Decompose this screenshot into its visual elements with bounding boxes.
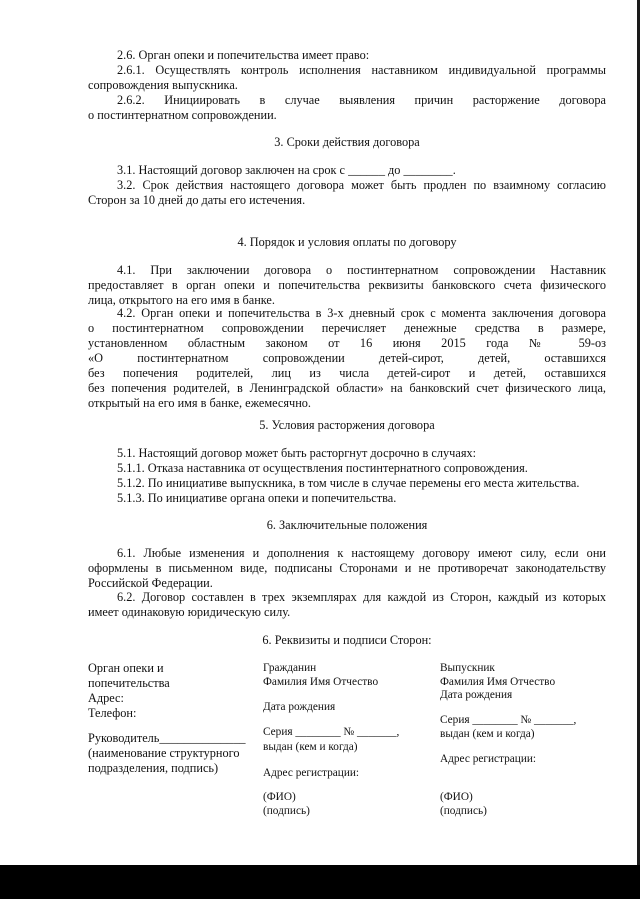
clause-3-1: 3.1. Настоящий договор заключен на срок с ______ до ________. xyxy=(117,163,456,177)
clause-5-1-3: 5.1.3. По инициативе органа опеки и попечительства. xyxy=(117,491,397,505)
clause-4-1: 4.1. При заключении договора о постинтернатном сопровождении Наставник xyxy=(117,263,606,277)
citizen-registration: Адрес регистрации: xyxy=(263,767,360,779)
guardian-note-line1: (наименование структурного xyxy=(88,746,240,760)
clause-4-1-line2: предоставляет в орган опеки и попечительства реквизиты банковского счета физического xyxy=(88,278,606,292)
clause-2-6: 2.6. Орган опеки и попечительства имеет право: xyxy=(117,48,370,62)
clause-6-1-line2: оформлены в письменном виде, подписаны Сторонами и не противоречат законодательству xyxy=(88,561,606,575)
section-6-heading: 6. Заключительные положения xyxy=(266,518,428,532)
clause-5-1-2: 5.1.2. По инициативе выпускника, в том числе в случае перемены его места жительства. xyxy=(117,476,580,490)
citizen-issued: выдан (кем и когда) xyxy=(263,741,358,753)
clause-6-1-line3: Российской Федерации. xyxy=(88,576,213,590)
guardian-address: Адрес: xyxy=(88,691,124,705)
citizen-birth: Дата рождения xyxy=(263,701,336,713)
clause-4-2-line7: открытый на его имя в банке, ежемесячно. xyxy=(88,396,312,410)
scan-bottom-border xyxy=(0,865,640,899)
clause-3-2-cont: Сторон за 10 дней до даты его истечения. xyxy=(88,193,306,207)
clause-5-1: 5.1. Настоящий договор может быть расторгнут досрочно в случаях: xyxy=(117,446,477,460)
citizen-fio: Фамилия Имя Отчество xyxy=(263,676,379,688)
clause-6-1: 6.1. Любые изменения и дополнения к настоящему договору имеют силу, если они xyxy=(117,546,606,560)
requisites-heading: 6. Реквизиты и подписи Сторон: xyxy=(262,633,432,647)
graduate-issued: выдан (кем и когда) xyxy=(440,728,535,740)
clause-2-6-2-cont: о постинтернатном сопровождении. xyxy=(88,108,277,122)
citizen-fio-label: (ФИО) xyxy=(263,791,296,803)
clause-4-2-line3: установленном областным законом от 16 июня 2015 года № 59-оз xyxy=(88,336,606,350)
clause-4-1-line3: лица, открытого на его имя в банке. xyxy=(88,293,275,307)
clause-3-2: 3.2. Срок действия настоящего договора может быть продлен по взаимному согласию xyxy=(117,178,606,192)
graduate-title: Выпускник xyxy=(440,662,495,674)
clause-2-6-2: 2.6.2. Инициировать в случае выявления причин расторжение договора xyxy=(117,93,606,107)
section-4-heading: 4. Порядок и условия оплаты по договору xyxy=(237,235,457,249)
citizen-title: Гражданин xyxy=(263,662,317,674)
citizen-signature-label: (подпись) xyxy=(263,805,310,817)
clause-4-2-line5: без попечения родителей, лиц из числа детей-сирот и детей, оставшихся xyxy=(88,366,606,380)
citizen-series: Серия ________ № _______, xyxy=(263,726,400,738)
clause-6-2: 6.2. Договор составлен в трех экземплярах для каждой из Сторон, каждый из которых xyxy=(117,590,606,604)
clause-2-6-1: 2.6.1. Осуществлять контроль исполнения наставником индивидуальной программы xyxy=(117,63,606,77)
graduate-fio: Фамилия Имя Отчество xyxy=(440,676,556,688)
guardian-head: Руководитель______________ xyxy=(88,731,246,745)
guardian-title-line2: попечительства xyxy=(88,676,170,690)
guardian-note-line2: подразделения, подпись) xyxy=(88,761,219,775)
section-3-heading: 3. Сроки действия договора xyxy=(274,135,420,149)
graduate-signature-label: (подпись) xyxy=(440,805,487,817)
clause-4-2: 4.2. Орган опеки и попечительства в 3-х дневный срок с момента заключения договора xyxy=(117,306,606,320)
clause-2-6-1-cont: сопровождения выпускника. xyxy=(88,78,238,92)
section-5-heading: 5. Условия расторжения договора xyxy=(259,418,435,432)
clause-6-2-line2: имеет одинаковую юридическую силу. xyxy=(88,605,291,619)
clause-4-2-line2: о постинтернатном сопровождении перечисляет денежные средства в размере, xyxy=(88,321,606,335)
graduate-series: Серия ________ № _______, xyxy=(440,714,577,726)
graduate-birth: Дата рождения xyxy=(440,689,513,701)
graduate-fio-label: (ФИО) xyxy=(440,791,473,803)
graduate-registration: Адрес регистрации: xyxy=(440,753,537,765)
guardian-title-line1: Орган опеки и xyxy=(88,661,164,675)
clause-5-1-1: 5.1.1. Отказа наставника от осуществления постинтернатного сопровождения. xyxy=(117,461,528,475)
clause-4-2-line6: без попечения родителей, в Ленинградской области» на банковский счет физического лица, xyxy=(88,381,606,395)
guardian-phone: Телефон: xyxy=(88,706,137,720)
clause-4-2-line4: «О постинтернатном сопровождении детей-сирот, детей, оставшихся xyxy=(88,351,606,365)
